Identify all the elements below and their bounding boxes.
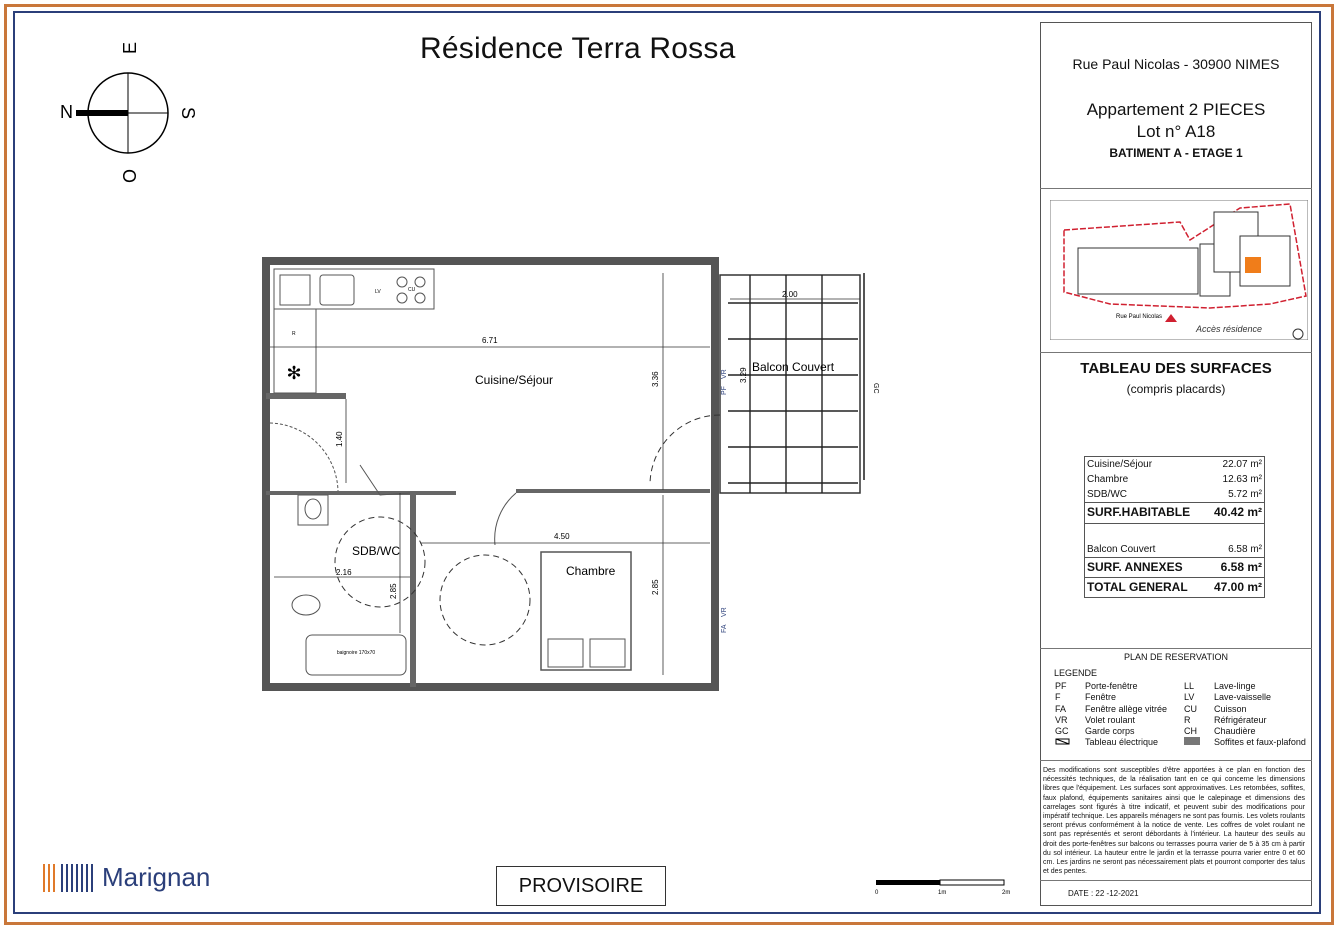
apartment-type: Appartement 2 PIECES	[1086, 100, 1266, 119]
surface-row: Chambre 12.63 m²	[1087, 474, 1262, 485]
dim-285a: 2.85	[389, 583, 398, 599]
dim-200: 2.00	[782, 290, 798, 299]
surface-row: Cuisine/Séjour 22.07 m²	[1087, 459, 1262, 470]
plan-code-fa: FA	[721, 624, 728, 633]
lot-highlight	[1245, 257, 1261, 273]
compass-n: N	[60, 102, 73, 122]
dim-450: 4.50	[554, 532, 570, 541]
balcony-tiles	[728, 275, 858, 493]
floor-plan	[260, 255, 900, 695]
room-chambre: Chambre	[566, 564, 616, 578]
dim-140: 1.40	[335, 431, 344, 447]
plan-code-gc: GC	[872, 383, 879, 394]
site-access: Accès résidence	[1196, 324, 1263, 334]
disclaimer-text: Des modifications sont susceptibles d'être apportées à ce plan en fonction des nécessités techniques, de la réalisation tant en ce qui concerne les dimensions libres que l'équipement. Les surfaces sont approximatives. Les retombées, soffites, faux plafond, équipements sanitaires ainsi que le calepinage et dimensions des carrelages sont figurés à titre indicatif, et peuvent subir des modifications pour impératif technique. Les appareils ménagers ne sont pas fournis. Les volets roulants seront prévus conformément à la notice de vente. Les coffres de volet roulant ne sont pas représentés et seront débordants à l'intérieur. La hauteur des seuils au droit des porte-fenêtres sur balcons ou terrasses pourra varier de 5 à 35 cm à partir du sol intérieur. La hauteur entre le jardin et la terrasse pourra varier entre 0 et 60 cm. Les jardins ne seront pas nécessairement plats et pourront comporter des talus et des pentes.	[1043, 767, 1305, 876]
scale-zero: 0	[875, 890, 879, 896]
room-sejour: Cuisine/Séjour	[475, 373, 554, 387]
surfaces-title: TABLEAU DES SURFACES	[1080, 360, 1272, 377]
room-balcon: Balcon Couvert	[752, 360, 835, 374]
surface-row: Balcon Couvert 6.58 m²	[1087, 544, 1262, 555]
plan-date: DATE : 22 -12-2021	[1068, 889, 1139, 898]
compass-icon	[50, 40, 210, 190]
scale-one: 1m	[938, 890, 947, 896]
address: Rue Paul Nicolas - 30900 NIMES	[1072, 56, 1280, 72]
marignan-logo-icon	[42, 860, 96, 894]
dim-216: 2.16	[336, 568, 352, 577]
plan-bath: baignoire 170x70	[336, 650, 376, 656]
dim-336: 3.36	[651, 371, 660, 387]
legend-right: LL Lave-linge LV Lave-vaisselle CU Cuisson R Réfrigérateur CH Chaudière Soffites et faux-plafond	[1184, 681, 1306, 748]
compass-s: S	[178, 107, 198, 120]
legend-title: LEGENDE	[1054, 668, 1098, 678]
plan-code-r: R	[292, 331, 296, 337]
soffite-swatch-icon	[1184, 737, 1200, 745]
plan-code-vr1: VR	[721, 369, 728, 379]
apartment-walls	[266, 261, 715, 687]
compass-e: E	[120, 41, 140, 54]
dim-329: 3.29	[739, 367, 748, 383]
surface-habitable: SURF.HABITABLE 40.42 m²	[1087, 505, 1262, 519]
plan-reservation-title: PLAN DE RESERVATION	[1123, 652, 1229, 662]
plan-code-lv: LV	[375, 289, 381, 295]
svg-text:✻: ✻	[286, 363, 302, 383]
dim-671: 6.71	[482, 336, 498, 345]
surfaces-table	[1084, 456, 1265, 598]
plan-code-cu: CU	[408, 287, 416, 293]
page-title: Résidence Terra Rossa	[420, 32, 736, 65]
lot-number: Lot n° A18	[1136, 122, 1216, 141]
dim-285b: 2.85	[651, 579, 660, 595]
surface-row: SDB/WC 5.72 m²	[1087, 489, 1262, 500]
provisoire-stamp: PROVISOIRE	[496, 866, 666, 906]
surface-annexes: SURF. ANNEXES 6.58 m²	[1087, 560, 1262, 574]
plan-code-pf: PF	[721, 386, 728, 395]
legend-left: PF Porte-fenêtre F Fenêtre FA Fenêtre allège vitrée VR Volet roulant GC Garde corps Tableau électrique	[1055, 681, 1168, 748]
electrical-panel-icon	[1055, 738, 1071, 745]
plan-code-vr2: VR	[721, 607, 728, 617]
surfaces-subtitle: (compris placards)	[1126, 382, 1226, 396]
site-plan	[1050, 200, 1308, 340]
marignan-logo-text: Marignan	[102, 862, 211, 892]
building-floor: BATIMENT A - ETAGE 1	[1109, 146, 1243, 160]
scale-two: 2m	[1002, 890, 1011, 896]
surface-total: TOTAL GENERAL 47.00 m²	[1087, 580, 1262, 594]
compass-o: O	[120, 168, 140, 183]
balcony-outline	[720, 275, 860, 493]
room-sdb: SDB/WC	[352, 544, 400, 558]
site-street: Rue Paul Nicolas	[1116, 314, 1163, 320]
scale-bar	[872, 876, 1022, 898]
